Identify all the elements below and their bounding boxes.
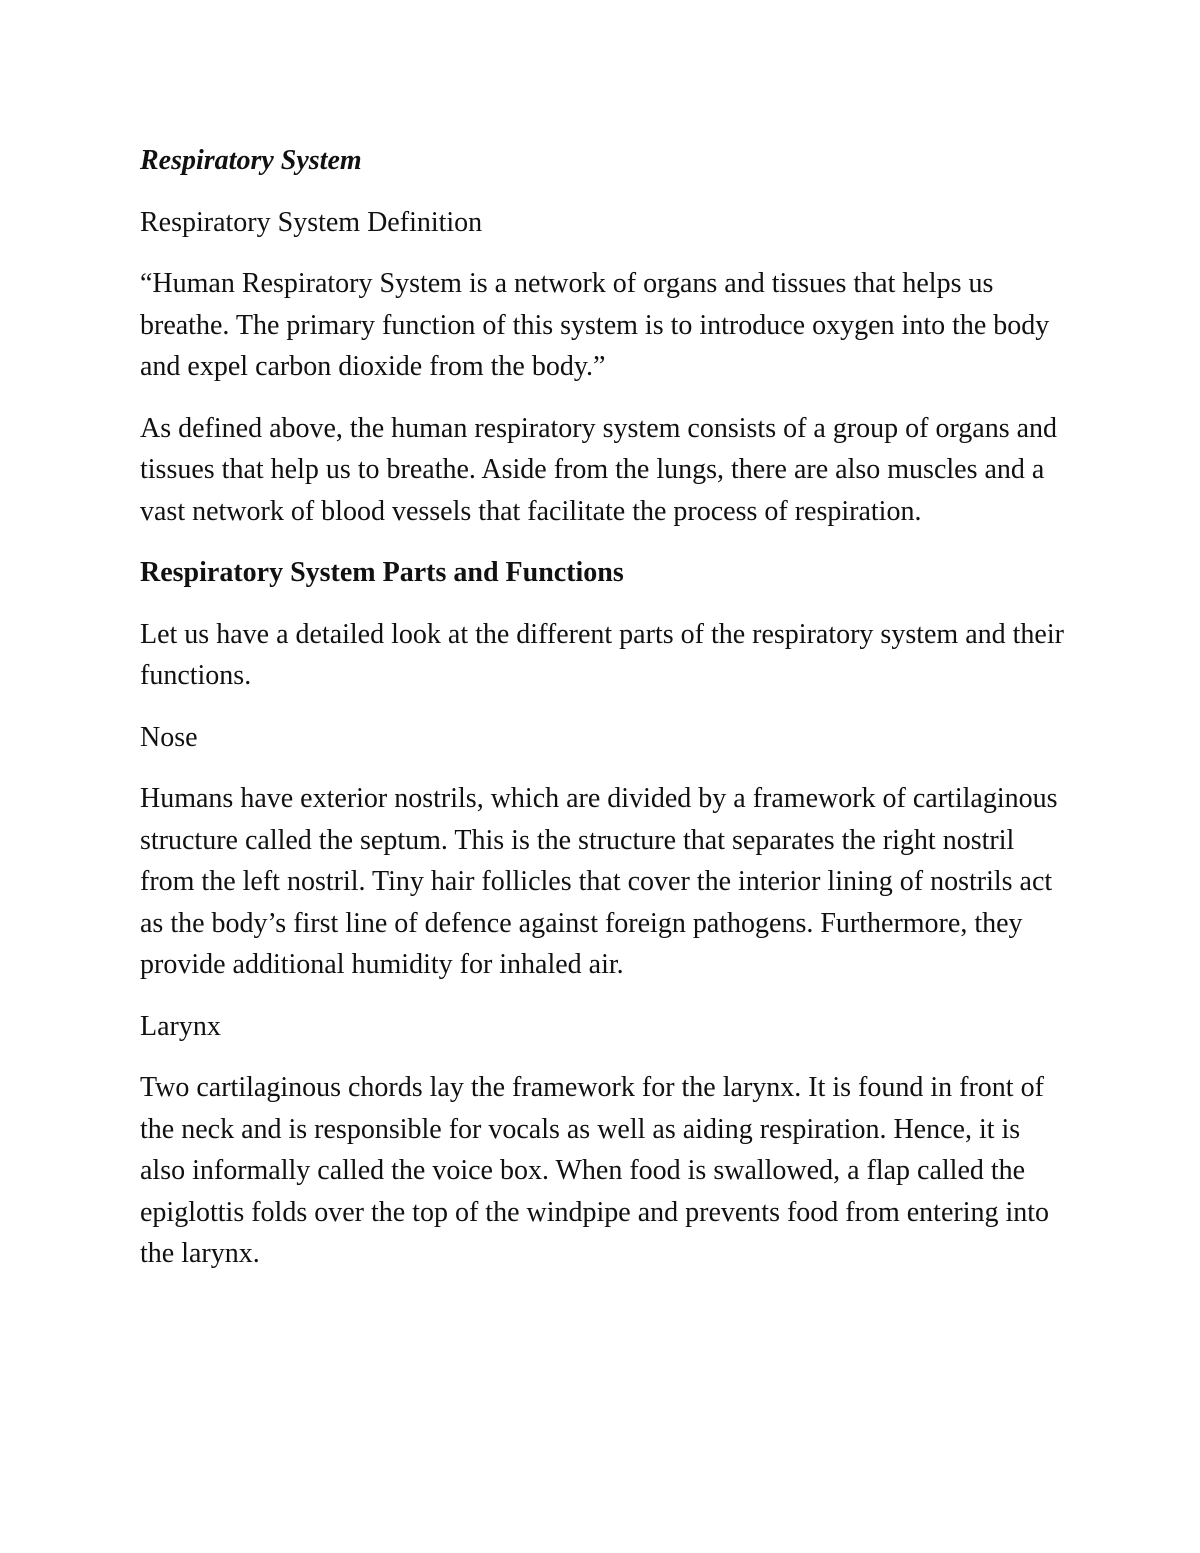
- nose-heading: Nose: [140, 721, 198, 753]
- definition-heading: Respiratory System Definition: [140, 206, 483, 238]
- intro-paragraph: As defined above, the human respiratory system consists of a group of organs and tissues that help us to breathe. Aside from the lungs, there are also muscles and a vast network of blood vessels that facilitate the process of respiration.: [140, 412, 1058, 527]
- larynx-heading: Larynx: [140, 1010, 221, 1042]
- definition-quote: “Human Respiratory System is a network of organs and tissues that helps us breathe. The primary function of this system is to introduce oxygen into the body and expel carbon dioxide from the body.”: [140, 268, 1050, 382]
- nose-paragraph: Humans have exterior nostrils, which are divided by a framework of cartilaginous structure called the septum. This is the structure that separates the right nostril from the left nostril. Tiny hair follicles that cover the interior lining of nostrils act as the body’s first line of defence against foreign pathogens. Furthermore, they provide additional humidity for inhaled air.: [140, 783, 1058, 980]
- larynx-paragraph: Two cartilaginous chords lay the framework for the larynx. It is found in front of the neck and is responsible for vocals as well as aiding respiration. Hence, it is also informally called the voice box. When food is swallowed, a flap called the epiglottis folds over the top of the windpipe and prevents food from entering into the larynx.: [140, 1072, 1050, 1269]
- parts-heading: Respiratory System Parts and Functions: [140, 557, 624, 588]
- document-title: Respiratory System: [140, 145, 362, 176]
- document-page: [140, 140, 1070, 1295]
- parts-intro-paragraph: Let us have a detailed look at the different parts of the respiratory system and their functions.: [140, 618, 1064, 691]
